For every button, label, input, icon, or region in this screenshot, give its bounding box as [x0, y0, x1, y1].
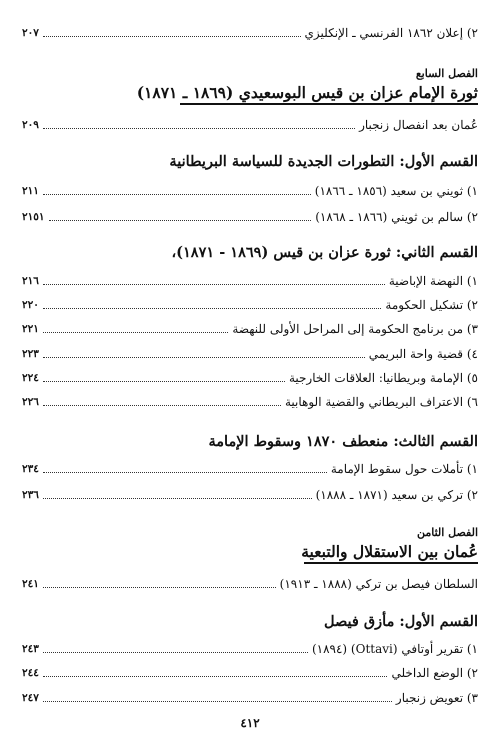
toc-entry-text: ٣) من برنامج الحكومة إلى المراحل الأولى للنهضة	[232, 322, 478, 336]
toc-entry-page: ٢٢٦	[22, 396, 39, 408]
toc-entry-text: ٥) الإمامة وبريطانيا: العلاقات الخارجية	[288, 371, 478, 385]
leader-dots	[49, 220, 312, 221]
toc-entry-page: ٢٢١	[22, 323, 39, 335]
toc-entry	[22, 318, 478, 336]
leader-dots	[43, 36, 301, 37]
leader-dots	[43, 472, 327, 473]
leader-dots	[43, 194, 311, 195]
toc-entry	[22, 270, 478, 288]
toc-page	[22, 0, 478, 746]
toc-entry-page: ٢٤٧	[22, 692, 39, 704]
toc-entry-text: ٢) إعلان ١٨٦٢ الفرنسي ـ الإنكليزي	[304, 26, 478, 40]
leader-dots	[43, 284, 385, 285]
toc-entry-page: ٢٣٤	[22, 463, 39, 475]
toc-entry-page: ٢٢٠	[22, 299, 39, 311]
leader-dots	[43, 308, 382, 309]
leader-dots	[43, 381, 285, 382]
toc-entry	[22, 294, 478, 312]
toc-entry	[22, 458, 478, 476]
toc-entry-text: ١) تأملات حول سقوط الإمامة	[330, 462, 478, 476]
leader-dots	[43, 332, 228, 333]
page-number: ٤١٢	[240, 716, 260, 730]
toc-entry-text: ٢) الوضع الداخلي	[391, 666, 478, 680]
toc-entry-text: ٢) تشكيل الحكومة	[385, 298, 478, 312]
toc-entry-text: ١) ثويني بن سعيد (١٨٥٦ ـ ١٨٦٦)	[314, 184, 478, 198]
toc-entry-text: عُمان بعد انفصال زنجبار	[359, 118, 478, 132]
toc-entry	[22, 484, 478, 502]
section-title: القسم الأول: التطورات الجديدة للسياسة البريطانية	[169, 153, 478, 170]
toc-entry	[22, 687, 478, 705]
toc-entry-page: ٢٠٩	[22, 119, 39, 131]
toc-entry	[22, 114, 478, 132]
toc-entry-page: ٢٤٣	[22, 643, 39, 655]
leader-dots	[43, 357, 365, 358]
toc-entry-page: ٢١٦	[22, 275, 39, 287]
toc-entry	[22, 662, 478, 680]
chapter-label: الفصل السابع	[415, 67, 478, 80]
toc-entry-text: السلطان فيصل بن تركي (١٨٨٨ ـ ١٩١٣)	[279, 577, 478, 591]
chapter-title-underline	[304, 562, 478, 564]
chapter-title-underline	[180, 103, 478, 105]
leader-dots	[43, 701, 392, 702]
toc-entry	[22, 391, 478, 409]
leader-dots	[43, 498, 312, 499]
section-title: القسم الثالث: منعطف ١٨٧٠ وسقوط الإمامة	[208, 433, 478, 450]
toc-entry-page: ٢١١	[22, 185, 39, 197]
toc-entry	[22, 367, 478, 385]
toc-entry	[22, 343, 478, 361]
toc-entry-text: ٤) قضية واحة البريمي	[368, 347, 478, 361]
toc-entry-page: ٢٤١	[22, 578, 39, 590]
toc-entry	[22, 206, 478, 224]
chapter-title: عُمان بين الاستقلال والتبعية	[301, 542, 478, 561]
toc-entry	[22, 638, 478, 656]
toc-entry-text: ٢) سالم بن ثويني (١٨٦٦ ـ ١٨٦٨)	[315, 210, 478, 224]
toc-entry-page: ٢٠٧	[22, 27, 39, 39]
leader-dots	[43, 652, 308, 653]
leader-dots	[43, 587, 276, 588]
toc-entry-page: ٢٢٣	[22, 348, 39, 360]
toc-entry-page: ٢٢٤	[22, 372, 39, 384]
toc-entry	[22, 180, 478, 198]
leader-dots	[43, 676, 388, 677]
chapter-label: الفصل الثامن	[416, 526, 478, 539]
toc-entry-text: ٣) تعويض زنجبار	[395, 691, 478, 705]
leader-dots	[43, 128, 355, 129]
toc-entry-page: ٢١٥١	[22, 211, 45, 223]
section-title: القسم الثاني: ثورة عزان بن قيس (١٨٦٩ - ١٨٧١)،	[171, 244, 478, 261]
section-title: القسم الأول: مأزق فيصل	[324, 613, 478, 630]
toc-entry-text: ٦) الاعتراف البريطاني والقضية الوهابية	[284, 395, 478, 409]
toc-entry-text: ١) النهضة الإباضية	[388, 274, 478, 288]
toc-entry	[22, 22, 478, 40]
toc-entry-page: ٢٤٤	[22, 667, 39, 679]
toc-entry-text: ٢) تركي بن سعيد (١٨٧١ ـ ١٨٨٨)	[315, 488, 478, 502]
toc-entry-page: ٢٣٦	[22, 489, 39, 501]
chapter-title: ثورة الإمام عزان بن قيس البوسعيدي (١٨٦٩ ـ ١٨٧١)	[136, 83, 478, 102]
toc-entry	[22, 573, 478, 591]
leader-dots	[43, 405, 281, 406]
toc-entry-text: ١) تقرير أوتافي (Ottavi) (١٨٩٤)	[311, 642, 478, 656]
